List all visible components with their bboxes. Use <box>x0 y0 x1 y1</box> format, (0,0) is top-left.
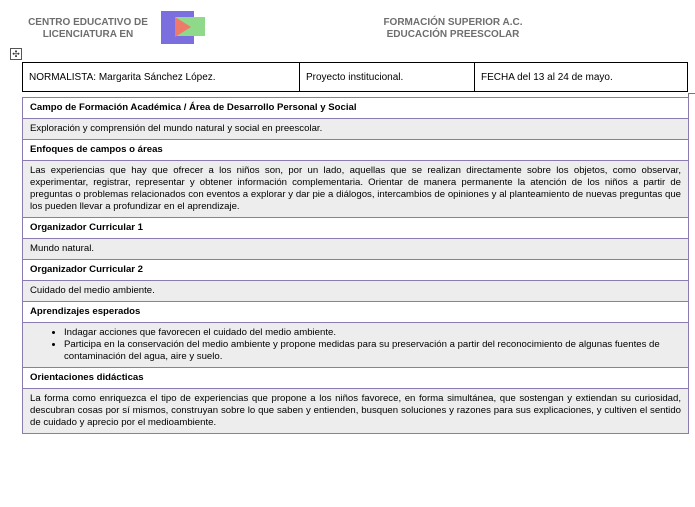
planning-table <box>22 97 689 434</box>
logo-green-block <box>175 17 205 36</box>
org1-title[interactable]: Organizador Curricular 1 <box>23 218 688 239</box>
aprendizajes-body[interactable] <box>23 323 688 368</box>
info-table <box>22 62 688 92</box>
enfoques-body[interactable]: Las experiencias que hay que ofrecer a los niños son, por un lado, aquellas que se realizan directamente sobre los objetos, como observar, experimentar, registrar, representar y obtener información complementaria. Orientar de manera permanente la atención de los niños a partir de preguntas o problemas relacionados con eventos a explorar y dar pie a diálogos, intercambios de opiniones y al planteamiento de nuevas preguntas que los pueden llevar a profundizar en el aprendizaje. <box>23 161 688 218</box>
orientaciones-body[interactable]: La forma como enriquezca el tipo de experiencias que propone a los niños favorece, en forma simultánea, que sostengan y extiendan su curiosidad, descubran cosas por sí mismos, construyan sobre lo que saben y entienden, busquen soluciones y razones para sus explicaciones, y cultiven el sentido de cuidado y aprecio por el medioambiente. <box>23 389 688 433</box>
enfoques-title[interactable]: Enfoques de campos o áreas <box>23 140 688 161</box>
proyecto-cell[interactable]: Proyecto institucional. <box>299 63 474 91</box>
aprendizajes-list <box>30 327 681 363</box>
orientaciones-title[interactable]: Orientaciones didácticas <box>23 368 688 389</box>
program-name <box>358 17 548 41</box>
fecha-cell[interactable]: FECHA del 13 al 24 de mayo. <box>474 63 687 91</box>
table-move-icon[interactable]: ✣ <box>10 48 22 60</box>
org1-body[interactable]: Mundo natural. <box>23 239 688 260</box>
aprendizajes-title[interactable]: Aprendizajes esperados <box>23 302 688 323</box>
logo-arrow-icon <box>175 17 191 37</box>
campo-body[interactable]: Exploración y comprensión del mundo natural y social en preescolar. <box>23 119 688 140</box>
institution-name <box>22 17 154 41</box>
institution-line-2: LICENCIATURA EN <box>42 29 134 40</box>
org2-body[interactable]: Cuidado del medio ambiente. <box>23 281 688 302</box>
institution-line-1: CENTRO EDUCATIVO DE <box>28 17 148 28</box>
normalista-cell[interactable]: NORMALISTA: Margarita Sánchez López. <box>29 71 216 83</box>
campo-title[interactable]: Campo de Formación Académica / Área de Desarrollo Personal y Social <box>23 98 688 119</box>
school-logo-icon <box>161 11 194 44</box>
program-line-2: EDUCACIÓN PREESCOLAR <box>386 29 520 40</box>
list-item: • Participa en la conservación del medio ambiente y propone medidas para su preservación a partir del reconocimiento de algunas fuentes de contaminación del agua, aire y suelo. <box>64 339 681 363</box>
list-item: • Indagar acciones que favorecen el cuidado del medio ambiente. <box>64 327 681 339</box>
table-corner-marker <box>688 93 695 100</box>
org2-title[interactable]: Organizador Curricular 2 <box>23 260 688 281</box>
program-line-1: FORMACIÓN SUPERIOR A.C. <box>383 17 523 28</box>
